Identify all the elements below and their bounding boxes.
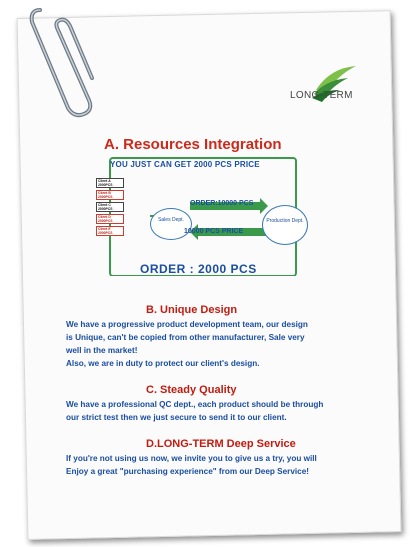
section-c-title: C. Steady Quality xyxy=(146,384,237,396)
client-box: Client C 2000PCS xyxy=(96,202,124,212)
client-list xyxy=(96,178,124,238)
section-d-title: D.LONG-TERM Deep Service xyxy=(146,438,296,450)
client-box: Client D 2000PCS xyxy=(96,214,124,224)
paperclip-icon xyxy=(26,0,104,120)
sales-dept-node: Sales Dept. xyxy=(150,208,192,240)
logo-text: LONG-TERM xyxy=(290,90,353,101)
section-a-title: A. Resources Integration xyxy=(104,136,282,153)
client-box: Client A 2000PCS xyxy=(96,178,124,188)
order-total: ORDER : 2000 PCS xyxy=(140,262,257,276)
order-arrow-label: ORDER:10000 PCS xyxy=(190,200,254,207)
section-d-text: If you're not using us now, we invite you to give us a try, you will Enjoy a great "purchasing experience" from our Deep Service! xyxy=(66,454,317,476)
client-box: Client B 2000PCS xyxy=(96,190,124,200)
section-c-text: We have a professional QC dept., each product should be through our strict test then we just secure to send it to our client. xyxy=(66,400,324,422)
section-b-title: B. Unique Design xyxy=(146,304,238,316)
price-arrow-label: 10000 PCS PRICE xyxy=(184,228,244,235)
price-banner: YOU JUST CAN GET 2000 PCS PRICE xyxy=(110,160,260,169)
client-box: Client E 2000PCS xyxy=(96,226,124,236)
production-dept-node: Production Dept. xyxy=(262,205,308,245)
section-b-text: We have a progressive product development team, our design is Unique, can't be copied from other manufacturer, Sale very well in the market! Also, we are in duty to protect our client's design. xyxy=(66,320,308,368)
